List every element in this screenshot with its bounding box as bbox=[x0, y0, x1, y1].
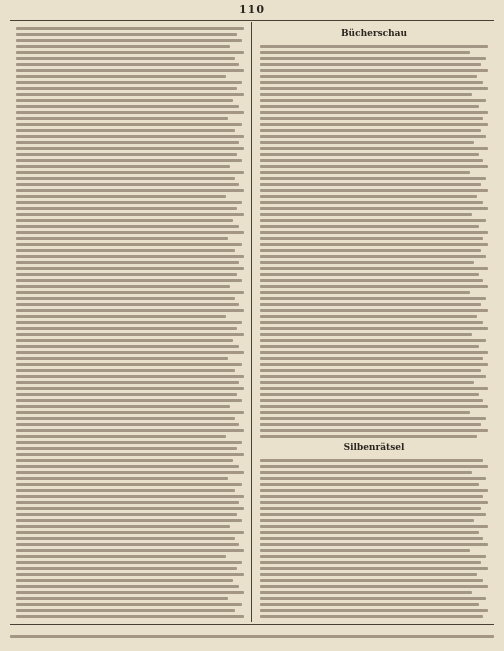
text-line-placeholder bbox=[16, 369, 235, 372]
text-line-placeholder bbox=[260, 567, 488, 570]
text-line-placeholder bbox=[16, 141, 239, 144]
text-line-placeholder bbox=[260, 513, 486, 516]
text-line-placeholder bbox=[16, 111, 244, 114]
text-line-placeholder bbox=[16, 75, 226, 78]
text-line-placeholder bbox=[16, 87, 237, 90]
text-line-placeholder bbox=[260, 141, 474, 144]
text-line-placeholder bbox=[260, 171, 470, 174]
text-line-placeholder bbox=[260, 153, 479, 156]
text-line-placeholder bbox=[16, 609, 235, 612]
text-line-placeholder bbox=[16, 387, 244, 390]
text-line-placeholder bbox=[16, 339, 233, 342]
text-line-placeholder bbox=[260, 75, 477, 78]
text-line-placeholder bbox=[16, 321, 242, 324]
text-line-placeholder bbox=[260, 459, 483, 462]
text-line-placeholder bbox=[260, 243, 488, 246]
text-line-placeholder bbox=[260, 321, 483, 324]
text-line-placeholder bbox=[260, 93, 472, 96]
text-line-placeholder bbox=[260, 393, 479, 396]
imprint-line bbox=[10, 635, 494, 638]
text-line-placeholder bbox=[16, 477, 228, 480]
text-line-placeholder bbox=[260, 87, 488, 90]
text-line-placeholder bbox=[16, 333, 244, 336]
text-line-placeholder bbox=[16, 345, 239, 348]
text-line-placeholder bbox=[16, 327, 237, 330]
text-line-placeholder bbox=[260, 525, 488, 528]
text-line-placeholder bbox=[16, 471, 244, 474]
text-line-placeholder bbox=[16, 411, 244, 414]
text-line-placeholder bbox=[16, 225, 239, 228]
text-line-placeholder bbox=[260, 429, 488, 432]
text-line-placeholder bbox=[260, 147, 488, 150]
text-line-placeholder bbox=[260, 249, 481, 252]
text-line-placeholder bbox=[260, 489, 488, 492]
column-divider bbox=[251, 22, 252, 622]
text-line-placeholder bbox=[260, 351, 488, 354]
text-line-placeholder bbox=[260, 609, 488, 612]
text-line-placeholder bbox=[16, 57, 235, 60]
text-line-placeholder bbox=[260, 219, 486, 222]
text-line-placeholder bbox=[16, 375, 244, 378]
footer-imprint bbox=[10, 628, 494, 644]
text-line-placeholder bbox=[260, 207, 488, 210]
text-line-placeholder bbox=[260, 357, 483, 360]
text-line-placeholder bbox=[260, 315, 477, 318]
text-line-placeholder bbox=[260, 99, 486, 102]
text-line-placeholder bbox=[16, 105, 239, 108]
text-line-placeholder bbox=[16, 201, 242, 204]
text-line-placeholder bbox=[16, 207, 237, 210]
text-line-placeholder bbox=[260, 537, 483, 540]
text-line-placeholder bbox=[16, 459, 233, 462]
text-line-placeholder bbox=[16, 189, 244, 192]
text-line-placeholder bbox=[16, 261, 239, 264]
text-line-placeholder bbox=[16, 213, 244, 216]
text-line-placeholder bbox=[260, 189, 488, 192]
text-line-placeholder bbox=[16, 531, 244, 534]
text-line-placeholder bbox=[260, 51, 470, 54]
text-line-placeholder bbox=[16, 69, 244, 72]
text-line-placeholder bbox=[16, 93, 244, 96]
text-line-placeholder bbox=[16, 591, 244, 594]
text-line-placeholder bbox=[16, 489, 235, 492]
text-line-placeholder bbox=[16, 465, 239, 468]
text-line-placeholder bbox=[260, 501, 488, 504]
text-line-placeholder bbox=[16, 603, 242, 606]
text-line-placeholder bbox=[16, 27, 244, 30]
text-line-placeholder bbox=[16, 573, 244, 576]
text-line-placeholder bbox=[16, 45, 230, 48]
text-line-placeholder bbox=[260, 285, 488, 288]
text-line-placeholder bbox=[260, 231, 488, 234]
text-line-placeholder bbox=[260, 411, 470, 414]
text-line-placeholder bbox=[260, 165, 488, 168]
text-line-placeholder bbox=[16, 159, 242, 162]
text-line-placeholder bbox=[260, 303, 481, 306]
header-rule bbox=[10, 20, 494, 21]
text-line-placeholder bbox=[16, 423, 239, 426]
text-line-placeholder bbox=[16, 267, 244, 270]
text-line-placeholder bbox=[260, 465, 488, 468]
text-line-placeholder bbox=[260, 225, 479, 228]
text-line-placeholder bbox=[260, 603, 479, 606]
text-line-placeholder bbox=[16, 99, 233, 102]
text-line-placeholder bbox=[260, 399, 483, 402]
text-line-placeholder bbox=[16, 495, 244, 498]
text-line-placeholder bbox=[260, 57, 486, 60]
text-line-placeholder bbox=[260, 177, 486, 180]
text-line-placeholder bbox=[260, 129, 481, 132]
text-line-placeholder bbox=[260, 597, 486, 600]
text-line-placeholder bbox=[16, 537, 235, 540]
text-line-placeholder bbox=[260, 495, 483, 498]
text-line-placeholder bbox=[16, 117, 228, 120]
text-line-placeholder bbox=[16, 129, 235, 132]
text-line-placeholder bbox=[260, 561, 481, 564]
text-line-placeholder bbox=[260, 123, 488, 126]
text-line-placeholder bbox=[16, 237, 228, 240]
text-line-placeholder bbox=[16, 153, 237, 156]
text-line-placeholder bbox=[16, 135, 244, 138]
text-line-placeholder bbox=[260, 573, 477, 576]
text-line-placeholder bbox=[260, 45, 488, 48]
text-line-placeholder bbox=[260, 405, 488, 408]
text-line-placeholder bbox=[260, 585, 488, 588]
text-line-placeholder bbox=[16, 273, 237, 276]
text-line-placeholder bbox=[260, 111, 488, 114]
text-line-placeholder bbox=[16, 513, 237, 516]
text-line-placeholder bbox=[260, 81, 483, 84]
text-line-placeholder bbox=[16, 561, 242, 564]
text-line-placeholder bbox=[16, 177, 235, 180]
text-line-placeholder bbox=[16, 405, 230, 408]
text-line-placeholder bbox=[260, 543, 488, 546]
text-line-placeholder bbox=[260, 309, 488, 312]
text-line-placeholder bbox=[16, 453, 244, 456]
text-line-placeholder bbox=[16, 315, 226, 318]
right-column-subheading: Silbenrätsel bbox=[343, 443, 405, 453]
text-line-placeholder bbox=[16, 63, 239, 66]
text-line-placeholder bbox=[16, 147, 244, 150]
text-line-placeholder bbox=[260, 363, 488, 366]
text-line-placeholder bbox=[260, 339, 486, 342]
text-line-placeholder bbox=[16, 615, 244, 618]
text-line-placeholder bbox=[16, 381, 239, 384]
text-line-placeholder bbox=[16, 441, 242, 444]
text-line-placeholder bbox=[16, 51, 244, 54]
text-line-placeholder bbox=[260, 201, 483, 204]
text-line-placeholder bbox=[16, 567, 237, 570]
text-line-placeholder bbox=[260, 345, 479, 348]
text-line-placeholder bbox=[16, 417, 235, 420]
text-line-placeholder bbox=[16, 291, 244, 294]
text-line-placeholder bbox=[260, 417, 486, 420]
text-line-placeholder bbox=[16, 435, 226, 438]
text-line-placeholder bbox=[16, 219, 233, 222]
text-line-placeholder bbox=[16, 33, 237, 36]
left-column bbox=[16, 27, 244, 618]
text-line-placeholder bbox=[260, 435, 477, 438]
text-line-placeholder bbox=[260, 159, 483, 162]
text-line-placeholder bbox=[16, 363, 242, 366]
text-line-placeholder bbox=[260, 387, 488, 390]
text-line-placeholder bbox=[16, 231, 244, 234]
text-line-placeholder bbox=[260, 591, 472, 594]
text-line-placeholder bbox=[16, 171, 244, 174]
text-line-placeholder bbox=[260, 297, 486, 300]
text-line-placeholder bbox=[16, 525, 230, 528]
text-line-placeholder bbox=[260, 477, 486, 480]
text-line-placeholder bbox=[260, 423, 481, 426]
text-line-placeholder bbox=[260, 237, 483, 240]
text-line-placeholder bbox=[260, 531, 479, 534]
text-line-placeholder bbox=[16, 183, 239, 186]
text-line-placeholder bbox=[16, 549, 244, 552]
text-line-placeholder bbox=[260, 375, 486, 378]
text-line-placeholder bbox=[16, 81, 242, 84]
text-line-placeholder bbox=[16, 555, 226, 558]
text-line-placeholder bbox=[16, 393, 237, 396]
text-line-placeholder bbox=[260, 63, 481, 66]
text-line-placeholder bbox=[16, 351, 244, 354]
text-line-placeholder bbox=[260, 117, 483, 120]
text-line-placeholder bbox=[16, 543, 239, 546]
text-line-placeholder bbox=[16, 597, 228, 600]
text-line-placeholder bbox=[260, 327, 488, 330]
text-line-placeholder bbox=[260, 369, 481, 372]
text-line-placeholder bbox=[16, 585, 239, 588]
right-column bbox=[260, 27, 488, 618]
text-line-placeholder bbox=[260, 261, 474, 264]
text-line-placeholder bbox=[16, 39, 242, 42]
text-line-placeholder bbox=[16, 255, 244, 258]
text-line-placeholder bbox=[16, 243, 242, 246]
text-line-placeholder bbox=[16, 165, 230, 168]
text-line-placeholder bbox=[260, 291, 470, 294]
text-line-placeholder bbox=[16, 519, 242, 522]
footer-rule bbox=[10, 624, 494, 625]
text-line-placeholder bbox=[260, 579, 483, 582]
text-line-placeholder bbox=[16, 507, 244, 510]
text-line-placeholder bbox=[16, 483, 242, 486]
text-line-placeholder bbox=[16, 501, 239, 504]
text-line-placeholder bbox=[260, 615, 483, 618]
text-line-placeholder bbox=[16, 447, 237, 450]
text-line-placeholder bbox=[16, 297, 235, 300]
text-line-placeholder bbox=[260, 507, 481, 510]
text-line-placeholder bbox=[260, 195, 477, 198]
text-line-placeholder bbox=[16, 303, 239, 306]
text-line-placeholder bbox=[260, 519, 474, 522]
text-line-placeholder bbox=[260, 549, 470, 552]
text-line-placeholder bbox=[260, 105, 479, 108]
text-line-placeholder bbox=[260, 183, 481, 186]
text-line-placeholder bbox=[260, 555, 486, 558]
text-line-placeholder bbox=[260, 267, 488, 270]
text-line-placeholder bbox=[16, 195, 226, 198]
text-line-placeholder bbox=[260, 483, 479, 486]
text-line-placeholder bbox=[260, 381, 474, 384]
text-line-placeholder bbox=[260, 471, 472, 474]
text-line-placeholder bbox=[16, 357, 228, 360]
text-line-placeholder bbox=[16, 123, 242, 126]
text-line-placeholder bbox=[260, 333, 472, 336]
page-number: 110 bbox=[239, 3, 265, 16]
text-line-placeholder bbox=[260, 135, 486, 138]
text-line-placeholder bbox=[16, 285, 230, 288]
text-line-placeholder bbox=[260, 279, 483, 282]
text-line-placeholder bbox=[260, 213, 472, 216]
right-column-heading: Bücherschau bbox=[340, 29, 408, 39]
text-line-placeholder bbox=[16, 579, 233, 582]
text-line-placeholder bbox=[260, 255, 486, 258]
text-line-placeholder bbox=[260, 273, 479, 276]
text-line-placeholder bbox=[16, 399, 242, 402]
text-line-placeholder bbox=[16, 429, 244, 432]
text-line-placeholder bbox=[16, 279, 242, 282]
text-line-placeholder bbox=[16, 309, 244, 312]
text-line-placeholder bbox=[16, 249, 235, 252]
text-line-placeholder bbox=[260, 69, 488, 72]
